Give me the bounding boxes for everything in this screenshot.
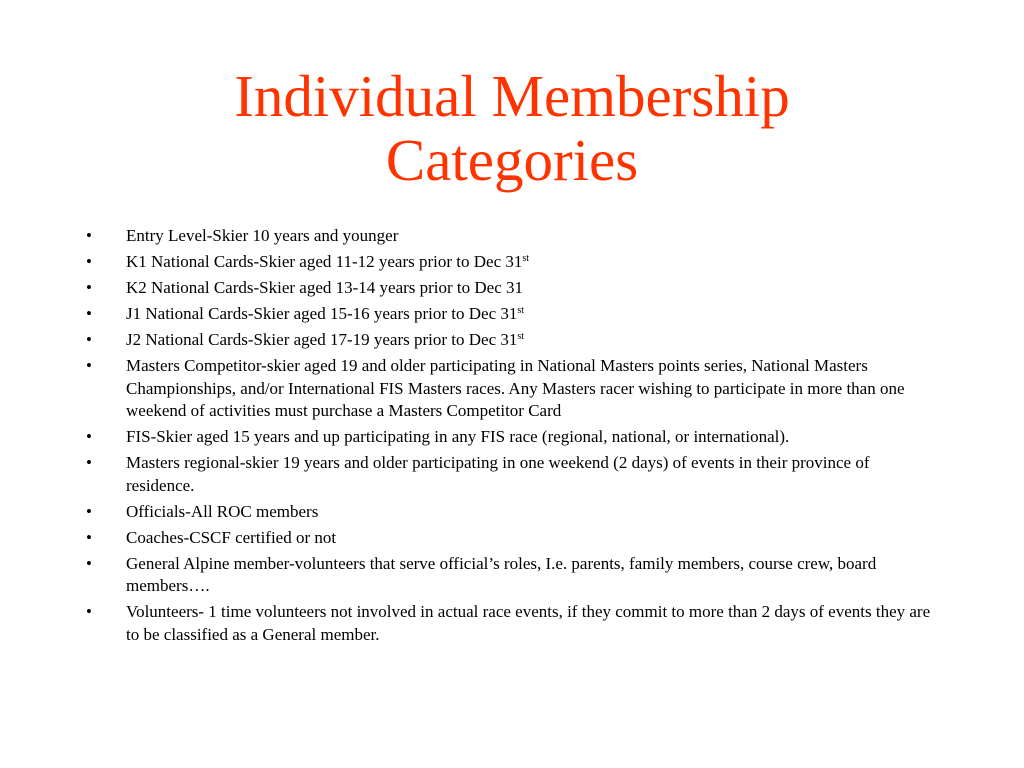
- list-item: [86, 553, 936, 598]
- bullet-icon: •: [86, 453, 92, 472]
- list-item-text: K1 National Cards-Skier aged 11-12 years prior to Dec 31: [126, 252, 523, 271]
- list-item-text: Masters Competitor-skier aged 19 and older participating in National Masters points series, National Masters Championships, and/or International FIS Masters races. Any Masters racer wishing to participate in more than one weekend of activities must purchase a Masters Competitor Card: [126, 356, 905, 420]
- list-item-text: Volunteers- 1 time volunteers not involved in actual race events, if they commit to more than 2 days of events they are to be classified as a General member.: [126, 602, 931, 644]
- list-item: [86, 527, 936, 550]
- bullet-icon: •: [86, 427, 92, 446]
- list-item: [86, 329, 936, 352]
- list-item-text: Officials-All ROC members: [126, 501, 319, 521]
- list-item: [86, 601, 936, 646]
- list-item: [86, 452, 936, 497]
- bullet-icon: •: [86, 304, 92, 323]
- list-item-text: Entry Level-Skier 10 years and younger: [126, 226, 399, 245]
- list-item: [86, 225, 936, 248]
- bullet-icon: •: [86, 278, 92, 297]
- list-item: [86, 426, 936, 449]
- title-line-1: Individual Membership: [234, 63, 790, 129]
- bullet-icon: •: [86, 330, 92, 349]
- list-item: [86, 501, 936, 524]
- list-item: [86, 303, 936, 326]
- slide-title: [100, 64, 924, 192]
- list-item-text: FIS-Skier aged 15 years and up participating in any FIS race (regional, national, or international).: [126, 427, 790, 446]
- bullet-icon: •: [86, 602, 92, 621]
- list-item-text: Masters regional-skier 19 years and older participating in one weekend (2 days) of events in their province of residence.: [126, 453, 870, 495]
- ordinal-suffix: st: [517, 305, 525, 316]
- list-item-text: J1 National Cards-Skier aged 15-16 years prior to Dec 31: [126, 304, 518, 323]
- list-item: [86, 251, 936, 274]
- list-item-text: General Alpine member-volunteers that serve official’s roles, I.e. parents, family members, course crew, board members….: [126, 553, 877, 595]
- list-item-text: J2 National Cards-Skier aged 17-19 years prior to Dec 31: [126, 330, 518, 349]
- list-item: [86, 277, 936, 300]
- ordinal-suffix: st: [522, 253, 530, 264]
- title-line-2: Categories: [385, 127, 639, 193]
- ordinal-suffix: st: [517, 331, 525, 342]
- list-item-text: Coaches-CSCF certified or not: [126, 527, 337, 547]
- bullet-icon: •: [86, 252, 92, 271]
- bullet-icon: •: [86, 553, 92, 573]
- bullet-icon: •: [86, 527, 92, 547]
- bullet-list: [86, 225, 936, 650]
- bullet-icon: •: [86, 226, 92, 245]
- bullet-icon: •: [86, 356, 92, 375]
- list-item: [86, 355, 936, 423]
- list-item-text: K2 National Cards-Skier aged 13-14 years prior to Dec 31: [126, 278, 524, 297]
- bullet-icon: •: [86, 501, 92, 521]
